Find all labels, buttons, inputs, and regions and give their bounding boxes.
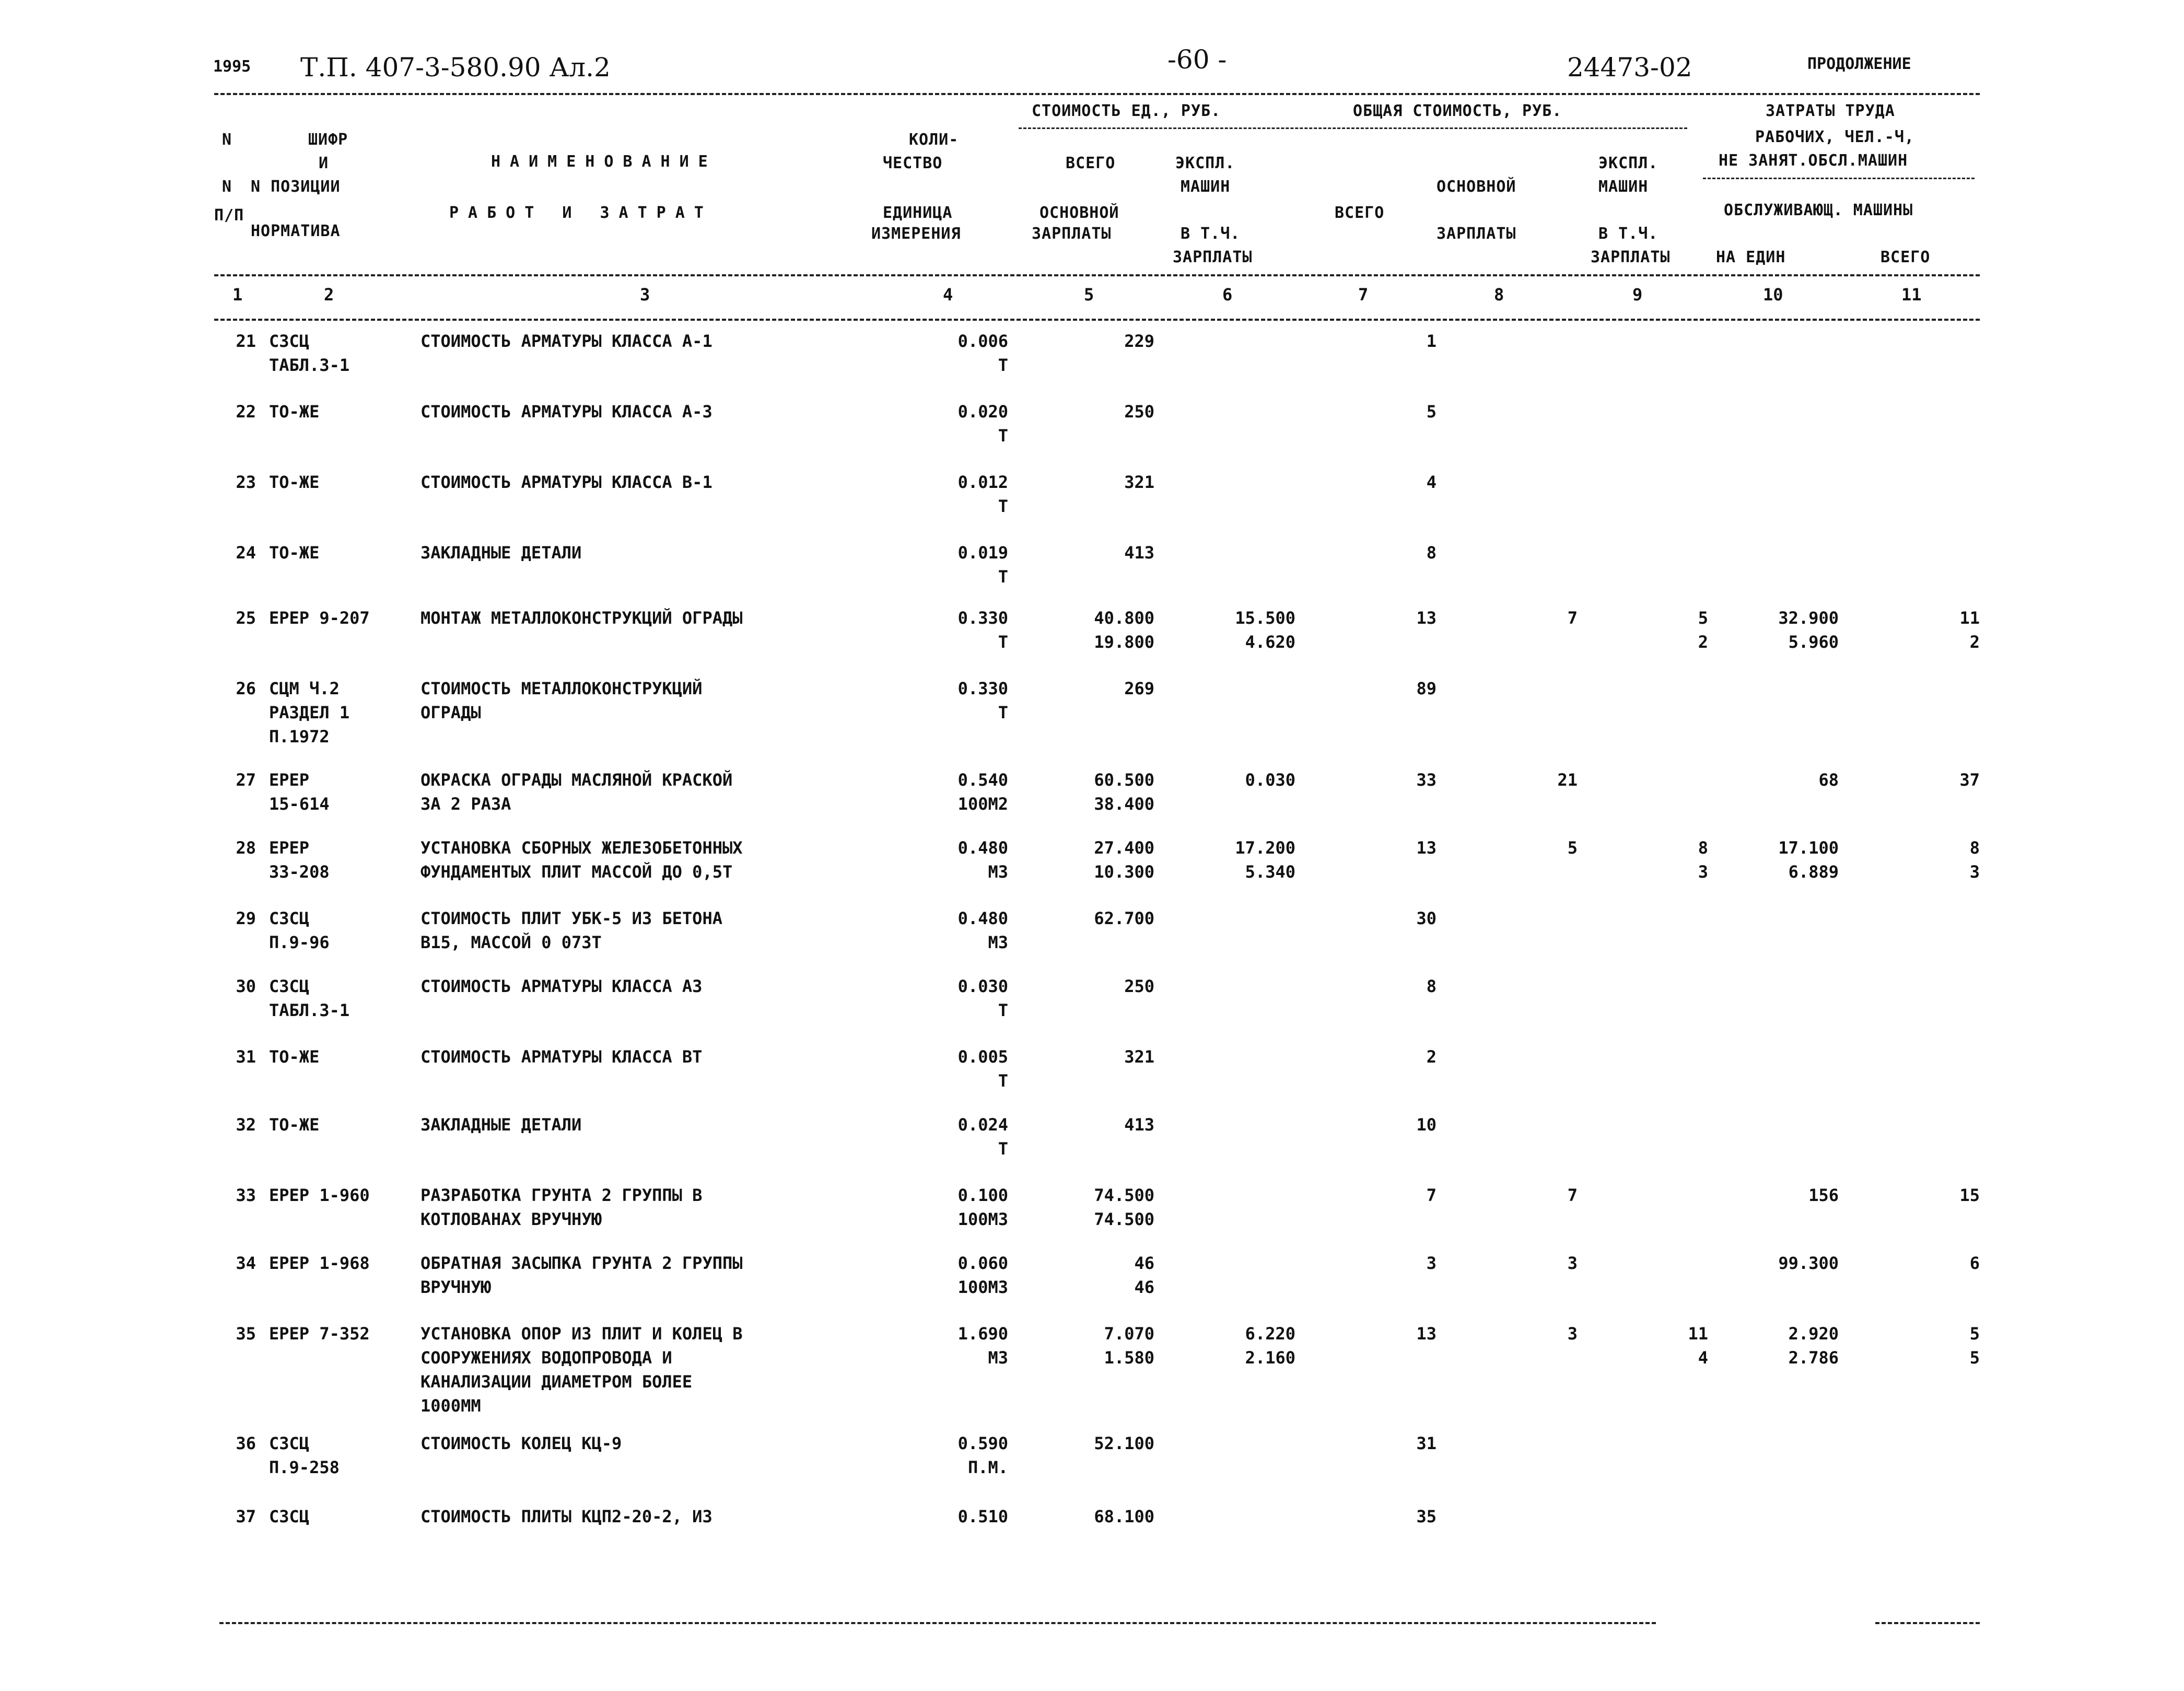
col-head-all: ВСЕГО (1335, 204, 1385, 222)
row-unit: 100М2 (957, 794, 1008, 814)
col-head-total-labor: ВСЕГО (1881, 248, 1931, 266)
row-number: 24 (236, 543, 256, 563)
col-head-total-cost: ОБЩАЯ СТОИМОСТЬ, РУБ. (1353, 102, 1562, 120)
row-unit-cost: 38.400 (1094, 794, 1154, 814)
row-unit-cost: 46 (1134, 1277, 1154, 1297)
row-name: ЗА 2 РАЗА (421, 794, 511, 814)
row-labor-total: 3 (1969, 862, 1980, 882)
row-unit: Т (998, 632, 1008, 652)
row-quantity: 0.590 (957, 1433, 1008, 1453)
row-basic-wage: 5 (1567, 838, 1578, 858)
col-num: 2 (324, 285, 334, 305)
col-num: 9 (1632, 285, 1643, 305)
row-quantity: 0.330 (957, 608, 1008, 628)
row-unit: Т (998, 355, 1008, 375)
row-quantity: 0.100 (957, 1185, 1008, 1205)
row-unit-cost: 269 (1124, 679, 1154, 698)
col-head-wage: ЗАРПЛАТЫ (1032, 225, 1112, 243)
col-head-labor-3: НЕ ЗАНЯТ.ОБСЛ.МАШИН (1719, 151, 1908, 170)
row-name: ЗАКЛАДНЫЕ ДЕТАЛИ (421, 1115, 582, 1135)
row-unit: Т (998, 1000, 1008, 1020)
col-head-expl2: ЭКСПЛ. (1598, 154, 1659, 172)
col-head-wage2: ЗАРПЛАТЫ (1436, 225, 1516, 243)
col-num: 3 (640, 285, 650, 305)
header-rule-top (214, 93, 1980, 95)
row-total-cost: 5 (1426, 402, 1436, 422)
row-labor-per-unit: 99.300 (1778, 1253, 1839, 1273)
row-unit-cost: 40.800 (1094, 608, 1154, 628)
col-head-labor-1: ЗАТРАТЫ ТРУДА (1766, 102, 1895, 120)
row-quantity: 0.019 (957, 543, 1008, 563)
row-unit-cost: 1.580 (1104, 1348, 1154, 1368)
col-head-code-2: И (319, 154, 329, 172)
row-labor-per-unit: 2.786 (1788, 1348, 1839, 1368)
row-name: В15, МАССОЙ 0 073Т (421, 932, 602, 952)
row-code: ЕРЕР (269, 770, 310, 790)
row-total-cost: 2 (1426, 1047, 1436, 1067)
row-unit-cost: 74.500 (1094, 1209, 1154, 1229)
row-labor-per-unit: 68 (1818, 770, 1839, 790)
row-name: УСТАНОВКА СБОРНЫХ ЖЕЛЕЗОБЕТОННЫХ (421, 838, 743, 858)
row-name: СТОИМОСТЬ МЕТАЛЛОКОНСТРУКЦИЙ (421, 679, 703, 698)
row-machine-cost: 17.200 (1235, 838, 1295, 858)
row-total-cost: 8 (1426, 976, 1436, 996)
row-code: ТО-ЖЕ (269, 1115, 320, 1135)
row-unit-cost: 19.800 (1094, 632, 1154, 652)
row-name: ФУНДАМЕНТЫХ ПЛИТ МАССОЙ ДО 0,5Т (421, 862, 733, 882)
col-head-total-1: ВСЕГО (1066, 154, 1116, 172)
row-name: СТОИМОСТЬ АРМАТУРЫ КЛАССА ВТ (421, 1047, 703, 1067)
row-labor-total: 5 (1969, 1348, 1980, 1368)
row-machine-cost: 0.030 (1245, 770, 1295, 790)
row-code: СЗСЦ (269, 1507, 310, 1526)
row-unit: 100М3 (957, 1209, 1008, 1229)
row-code: РАЗДЕЛ 1 (269, 703, 350, 722)
row-number: 31 (236, 1047, 256, 1067)
row-labor-total: 6 (1969, 1253, 1980, 1273)
row-unit-cost: 321 (1124, 1047, 1154, 1067)
row-machine-cost: 2.160 (1245, 1348, 1295, 1368)
project-code: Т.П. 407-3-580.90 Ал.2 (300, 52, 611, 83)
row-unit: Т (998, 1071, 1008, 1091)
row-code: 33-208 (269, 862, 330, 882)
col-head-incl-wage: ЗАРПЛАТЫ (1173, 248, 1253, 266)
row-quantity: 0.020 (957, 402, 1008, 422)
row-basic-wage: 3 (1567, 1253, 1578, 1273)
row-unit-cost: 229 (1124, 331, 1154, 351)
row-machine-wage: 2 (1698, 632, 1708, 652)
row-code: СЗСЦ (269, 1433, 310, 1453)
row-code: 15-614 (269, 794, 330, 814)
row-name: ОКРАСКА ОГРАДЫ МАСЛЯНОЙ КРАСКОЙ (421, 770, 733, 790)
row-quantity: 0.005 (957, 1047, 1008, 1067)
row-total-cost: 13 (1416, 838, 1436, 858)
row-code: СЗСЦ (269, 331, 310, 351)
row-name: ОБРАТНАЯ ЗАСЫПКА ГРУНТА 2 ГРУППЫ (421, 1253, 743, 1273)
row-name: СТОИМОСТЬ ПЛИТ УБК-5 ИЗ БЕТОНА (421, 908, 722, 928)
row-labor-per-unit: 32.900 (1778, 608, 1839, 628)
col-head-unit-cost: СТОИМОСТЬ ЕД., РУБ. (1032, 102, 1221, 120)
col-head-qty-2: ЧЕСТВО (883, 154, 943, 172)
row-number: 29 (236, 908, 256, 928)
row-total-cost: 10 (1416, 1115, 1436, 1135)
row-name: КОТЛОВАНАХ ВРУЧНУЮ (421, 1209, 602, 1229)
row-name: УСТАНОВКА ОПОР ИЗ ПЛИТ И КОЛЕЦ В (421, 1324, 743, 1344)
row-code: СЦМ Ч.2 (269, 679, 340, 698)
col-head-basic: ОСНОВНОЙ (1436, 178, 1516, 196)
row-name: ВРУЧНУЮ (421, 1277, 491, 1297)
row-unit-cost: 10.300 (1094, 862, 1154, 882)
row-name: 1000ММ (421, 1396, 481, 1416)
row-unit-cost: 27.400 (1094, 838, 1154, 858)
row-total-cost: 13 (1416, 608, 1436, 628)
row-number: 27 (236, 770, 256, 790)
row-unit-cost: 250 (1124, 402, 1154, 422)
row-machine-cost: 5.340 (1245, 862, 1295, 882)
row-number: 36 (236, 1433, 256, 1453)
row-name: ОГРАДЫ (421, 703, 481, 722)
row-quantity: 0.060 (957, 1253, 1008, 1273)
row-machine-cost: 15.500 (1235, 608, 1295, 628)
row-name: ЗАКЛАДНЫЕ ДЕТАЛИ (421, 543, 582, 563)
row-unit-cost: 68.100 (1094, 1507, 1154, 1526)
row-code: СЗСЦ (269, 976, 310, 996)
col-head-no-2: N (222, 178, 232, 196)
row-total-cost: 89 (1416, 679, 1436, 698)
row-unit-cost: 413 (1124, 1115, 1154, 1135)
row-code: ТАБЛ.3-1 (269, 1000, 350, 1020)
row-unit-cost: 46 (1134, 1253, 1154, 1273)
col-head-machines: МАШИН (1181, 178, 1231, 196)
row-labor-total: 8 (1969, 838, 1980, 858)
col-num: 5 (1084, 285, 1094, 305)
row-unit-cost: 413 (1124, 543, 1154, 563)
row-unit: Т (998, 496, 1008, 516)
col-head-qty-4: ИЗМЕРЕНИЯ (871, 225, 961, 243)
row-number: 26 (236, 679, 256, 698)
row-quantity: 0.510 (957, 1507, 1008, 1526)
row-total-cost: 4 (1426, 472, 1436, 492)
row-unit: Т (998, 567, 1008, 587)
row-total-cost: 31 (1416, 1433, 1436, 1453)
row-labor-total: 37 (1959, 770, 1980, 790)
row-machine-wage: 11 (1688, 1324, 1708, 1344)
header-rule-bottom (214, 319, 1980, 321)
row-number: 21 (236, 331, 256, 351)
col-head-expl: ЭКСПЛ. (1175, 154, 1235, 172)
row-code: ЕРЕР (269, 838, 310, 858)
row-code: ЕРЕР 1-960 (269, 1185, 370, 1205)
header-subrule-labor (1703, 178, 1975, 179)
row-name: СТОИМОСТЬ ПЛИТЫ КЦП2-20-2, ИЗ (421, 1507, 713, 1526)
row-total-cost: 3 (1426, 1253, 1436, 1273)
row-code: ТО-ЖЕ (269, 543, 320, 563)
row-name: МОНТАЖ МЕТАЛЛОКОНСТРУКЦИЙ ОГРАДЫ (421, 608, 743, 628)
row-unit-cost: 52.100 (1094, 1433, 1154, 1453)
col-num: 6 (1222, 285, 1233, 305)
row-total-cost: 1 (1426, 331, 1436, 351)
row-unit-cost: 321 (1124, 472, 1154, 492)
header-subrule-cost (1019, 127, 1687, 129)
footer-rule-end (1875, 1622, 1980, 1624)
header-rule-mid (214, 274, 1980, 276)
row-unit: 100М3 (957, 1277, 1008, 1297)
col-head-name-2: РАБОТ И ЗАТРАТ (449, 204, 713, 222)
row-code: П.1972 (269, 727, 330, 747)
year-mark: 1995 (213, 57, 251, 76)
row-number: 35 (236, 1324, 256, 1344)
row-quantity: 1.690 (957, 1324, 1008, 1344)
row-quantity: 0.540 (957, 770, 1008, 790)
row-number: 37 (236, 1507, 256, 1526)
page-number: -60 - (1167, 44, 1227, 75)
col-head-code-1: ШИФР (308, 131, 348, 149)
col-num: 7 (1358, 285, 1369, 305)
row-quantity: 0.030 (957, 976, 1008, 996)
row-unit: М3 (988, 1348, 1008, 1368)
col-head-incl-wage2: ЗАРПЛАТЫ (1591, 248, 1671, 266)
row-name: СООРУЖЕНИЯХ ВОДОПРОВОДА И (421, 1348, 672, 1368)
row-basic-wage: 7 (1567, 1185, 1578, 1205)
row-name: РАЗРАБОТКА ГРУНТА 2 ГРУППЫ В (421, 1185, 703, 1205)
col-head-name-1: НАИМЕНОВАНИЕ (491, 153, 717, 171)
row-name: СТОИМОСТЬ КОЛЕЦ КЦ-9 (421, 1433, 622, 1453)
row-labor-per-unit: 5.960 (1788, 632, 1839, 652)
row-quantity: 0.330 (957, 679, 1008, 698)
row-code: ЕРЕР 9-207 (269, 608, 370, 628)
row-code: ТАБЛ.3-1 (269, 355, 350, 375)
row-number: 33 (236, 1185, 256, 1205)
col-num: 4 (943, 285, 953, 305)
row-total-cost: 13 (1416, 1324, 1436, 1344)
col-head-no-1: N (222, 131, 232, 149)
row-number: 23 (236, 472, 256, 492)
continuation-label: ПРОДОЛЖЕНИЕ (1807, 55, 1911, 73)
row-number: 22 (236, 402, 256, 422)
row-labor-per-unit: 156 (1808, 1185, 1839, 1205)
row-unit: П.М. (967, 1457, 1008, 1477)
row-labor-per-unit: 17.100 (1778, 838, 1839, 858)
row-unit: Т (998, 703, 1008, 722)
row-name: СТОИМОСТЬ АРМАТУРЫ КЛАССА А3 (421, 976, 703, 996)
row-number: 28 (236, 838, 256, 858)
row-machine-wage: 4 (1698, 1348, 1708, 1368)
row-unit-cost: 60.500 (1094, 770, 1154, 790)
row-code: П.9-258 (269, 1457, 340, 1477)
row-labor-total: 2 (1969, 632, 1980, 652)
row-code: ТО-ЖЕ (269, 402, 320, 422)
document-number: 24473-02 (1567, 52, 1692, 83)
col-num: 11 (1901, 285, 1922, 305)
row-labor-total: 11 (1959, 608, 1980, 628)
row-machine-wage: 5 (1698, 608, 1708, 628)
row-name: СТОИМОСТЬ АРМАТУРЫ КЛАССА А-3 (421, 402, 713, 422)
col-head-service: ОБСЛУЖИВАЮЩ. МАШИНЫ (1724, 201, 1913, 219)
col-head-incl2: В Т.Ч. (1598, 225, 1659, 243)
row-labor-per-unit: 6.889 (1788, 862, 1839, 882)
row-basic-wage: 7 (1567, 608, 1578, 628)
col-head-labor-2: РАБОЧИХ, ЧЕЛ.-Ч, (1755, 128, 1914, 146)
row-total-cost: 7 (1426, 1185, 1436, 1205)
row-quantity: 0.006 (957, 331, 1008, 351)
row-quantity: 0.480 (957, 838, 1008, 858)
col-head-code-4: НОРМАТИВА (251, 222, 341, 240)
col-head-qty-3: ЕДИНИЦА (883, 204, 953, 222)
col-head-code-3: N ПОЗИЦИИ (251, 178, 341, 196)
row-quantity: 0.480 (957, 908, 1008, 928)
row-number: 25 (236, 608, 256, 628)
row-machine-wage: 8 (1698, 838, 1708, 858)
row-name: СТОИМОСТЬ АРМАТУРЫ КЛАССА В-1 (421, 472, 713, 492)
row-labor-total: 5 (1969, 1324, 1980, 1344)
col-head-no-3: П/П (214, 206, 244, 225)
col-head-qty-1: КОЛИ- (909, 131, 959, 149)
row-unit-cost: 7.070 (1104, 1324, 1154, 1344)
row-basic-wage: 3 (1567, 1324, 1578, 1344)
col-head-machines2: МАШИН (1598, 178, 1649, 196)
row-number: 30 (236, 976, 256, 996)
row-unit-cost: 250 (1124, 976, 1154, 996)
row-unit-cost: 62.700 (1094, 908, 1154, 928)
row-unit: Т (998, 1139, 1008, 1159)
col-head-basic-wage: ОСНОВНОЙ (1040, 204, 1119, 222)
row-code: ЕРЕР 7-352 (269, 1324, 370, 1344)
row-unit: М3 (988, 932, 1008, 952)
row-basic-wage: 21 (1557, 770, 1578, 790)
row-total-cost: 8 (1426, 543, 1436, 563)
col-num: 10 (1763, 285, 1783, 305)
col-head-incl: В Т.Ч. (1181, 225, 1241, 243)
row-number: 32 (236, 1115, 256, 1135)
row-code: П.9-96 (269, 932, 330, 952)
col-num: 8 (1494, 285, 1504, 305)
row-machine-cost: 4.620 (1245, 632, 1295, 652)
row-number: 34 (236, 1253, 256, 1273)
row-unit: М3 (988, 862, 1008, 882)
row-name: КАНАЛИЗАЦИИ ДИАМЕТРОМ БОЛЕЕ (421, 1372, 693, 1392)
row-unit: Т (998, 426, 1008, 446)
row-code: ТО-ЖЕ (269, 472, 320, 492)
row-machine-cost: 6.220 (1245, 1324, 1295, 1344)
col-head-per-unit: НА ЕДИН (1716, 248, 1786, 266)
footer-rule (219, 1622, 1656, 1624)
row-code: СЗСЦ (269, 908, 310, 928)
row-unit-cost: 74.500 (1094, 1185, 1154, 1205)
row-total-cost: 35 (1416, 1507, 1436, 1526)
row-total-cost: 30 (1416, 908, 1436, 928)
row-quantity: 0.024 (957, 1115, 1008, 1135)
row-machine-wage: 3 (1698, 862, 1708, 882)
col-num: 1 (232, 285, 243, 305)
row-total-cost: 33 (1416, 770, 1436, 790)
row-name: СТОИМОСТЬ АРМАТУРЫ КЛАССА А-1 (421, 331, 713, 351)
row-code: ТО-ЖЕ (269, 1047, 320, 1067)
row-quantity: 0.012 (957, 472, 1008, 492)
row-labor-per-unit: 2.920 (1788, 1324, 1839, 1344)
row-code: ЕРЕР 1-968 (269, 1253, 370, 1273)
row-labor-total: 15 (1959, 1185, 1980, 1205)
